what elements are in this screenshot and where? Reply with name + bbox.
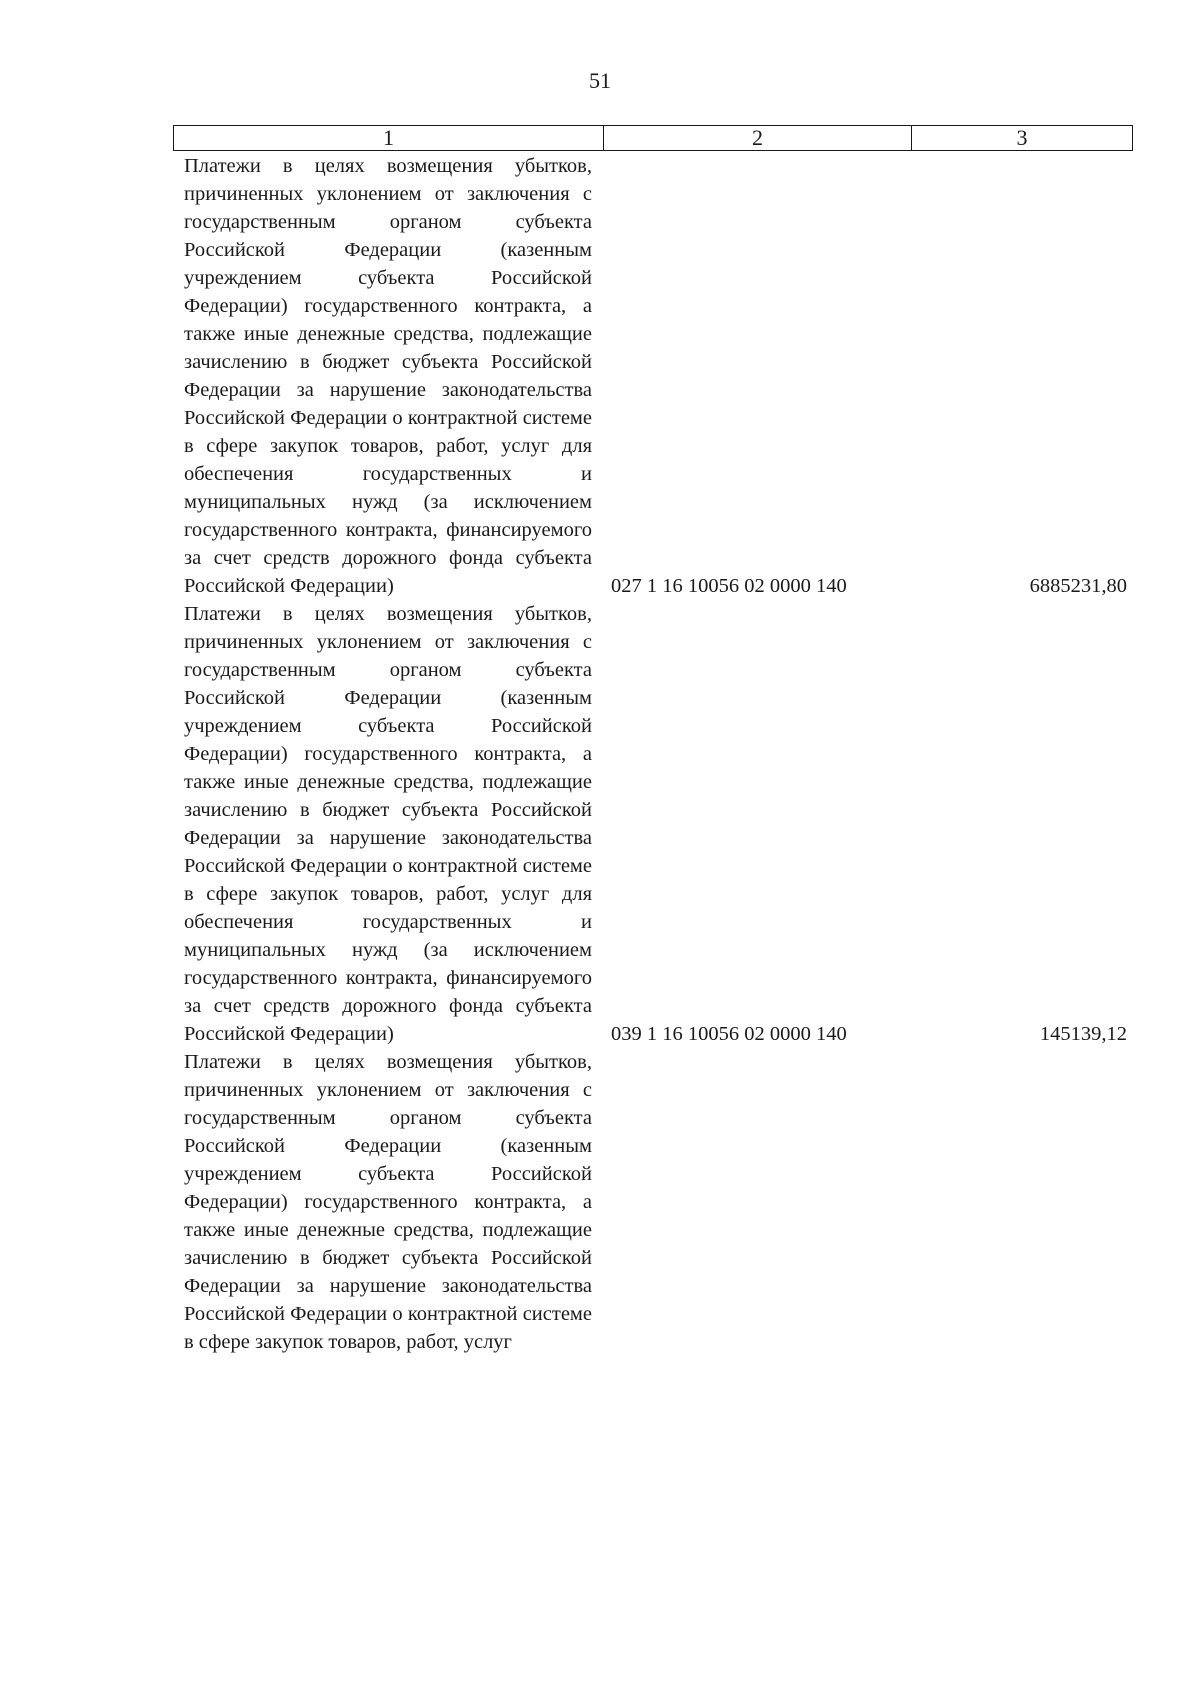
table-header-row [173,125,1133,151]
row-description: Платежи в целях возмещения убытков, причиненных уклонением от заключения с государственным органом субъекта Российской Федерации (казенным учреждением субъекта Российской Федерации) государственного контракта, а также иные денежные средства, подлежащие зачислению в бюджет субъекта Российской Федерации за нарушение законодательства Российской Федерации о контрактной системе в сфере закупок товаров, работ, услуг [184,1051,592,1353]
table-header-col-1: 1 [174,126,604,150]
table-row [0,1048,1200,1356]
row-code: 027 1 16 10056 02 0000 140 [611,575,847,597]
table-row [0,152,1200,600]
page-number: 51 [589,68,611,93]
table-row [0,600,1200,1048]
table-header-col-2: 2 [604,126,912,150]
row-description: Платежи в целях возмещения убытков, причиненных уклонением от заключения с государственным органом субъекта Российской Федерации (казенным учреждением субъекта Российской Федерации) государственного контракта, а также иные денежные средства, подлежащие зачислению в бюджет субъекта Российской Федерации за нарушение законодательства Российской Федерации о контрактной системе в сфере закупок товаров, работ, услуг для обеспечения государственных и муниципальных нужд (за исключением государственного контракта, финансируемого за счет средств дорожного фонда субъекта Российской Федерации) [184,155,592,597]
row-description: Платежи в целях возмещения убытков, причиненных уклонением от заключения с государственным органом субъекта Российской Федерации (казенным учреждением субъекта Российской Федерации) государственного контракта, а также иные денежные средства, подлежащие зачислению в бюджет субъекта Российской Федерации за нарушение законодательства Российской Федерации о контрактной системе в сфере закупок товаров, работ, услуг для обеспечения государственных и муниципальных нужд (за исключением государственного контракта, финансируемого за счет средств дорожного фонда субъекта Российской Федерации) [184,603,592,1045]
table-header-col-3: 3 [1016,125,1028,150]
row-amount: 145139,12 [1039,1023,1127,1045]
row-amount: 6885231,80 [1029,575,1127,597]
table-body [0,152,1200,1356]
row-code: 039 1 16 10056 02 0000 140 [611,1023,847,1045]
